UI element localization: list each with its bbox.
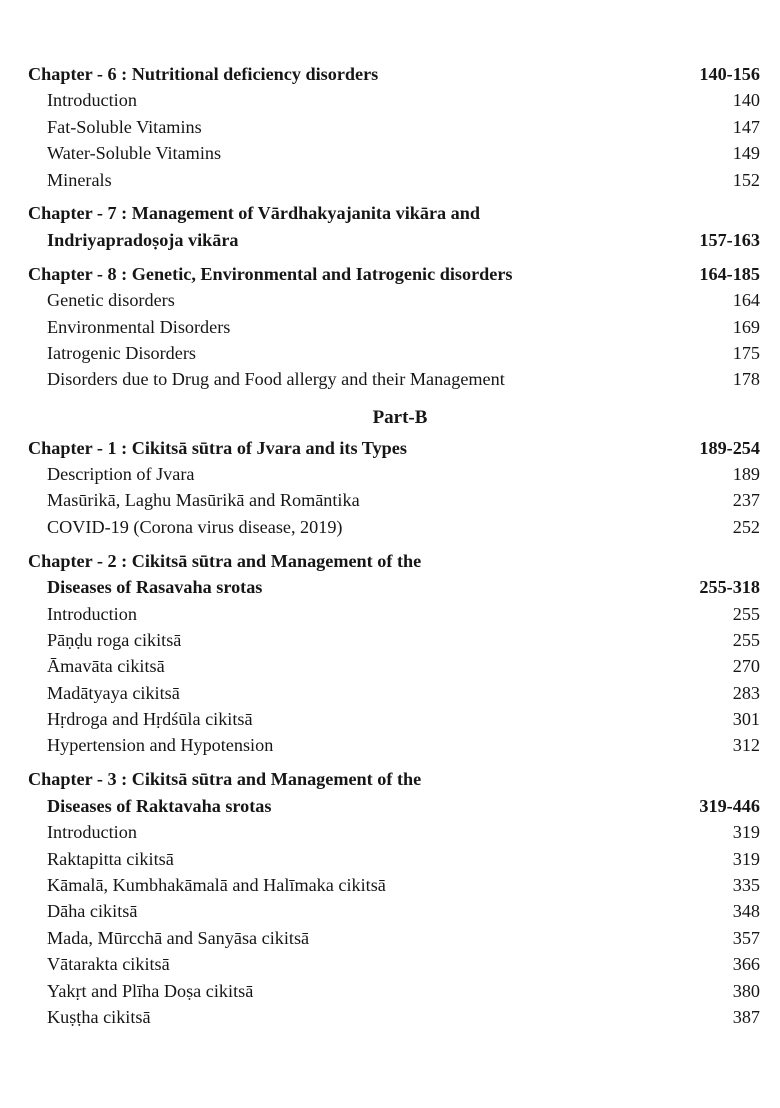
toc-item-page: 175 xyxy=(732,342,760,363)
toc-item[interactable] xyxy=(0,287,780,313)
toc-item[interactable] xyxy=(0,898,780,924)
toc-item-title: Disorders due to Drug and Food allergy and their Management xyxy=(47,369,505,390)
toc-item-title: Hypertension and Hypotension xyxy=(47,735,274,756)
toc-item[interactable] xyxy=(0,167,780,193)
part-heading: Part-B xyxy=(372,406,428,428)
toc-item-title: Genetic disorders xyxy=(47,290,175,311)
chapter-heading-row xyxy=(0,435,780,461)
toc-item-page: 189 xyxy=(732,464,760,485)
toc-item-title: Kuṣṭha cikitsā xyxy=(47,1006,151,1027)
toc-item-title: Introduction xyxy=(47,90,137,111)
table-of-contents xyxy=(0,61,780,1030)
toc-item-page: 283 xyxy=(732,682,760,703)
chapter-heading-row xyxy=(0,261,780,287)
toc-item-page: 237 xyxy=(732,490,760,511)
toc-item-page: 387 xyxy=(732,1006,760,1027)
chapter-title: Indriyapradoṣoja vikāra xyxy=(47,229,239,250)
chapter-page-range: 164-185 xyxy=(699,263,760,284)
toc-item-title: Hṛdroga and Hṛdśūla cikitsā xyxy=(47,709,253,730)
toc-item-page: 152 xyxy=(732,169,760,190)
toc-item-page: 169 xyxy=(732,316,760,337)
toc-item[interactable] xyxy=(0,140,780,166)
chapter-heading-row xyxy=(0,227,780,253)
chapter-heading-row xyxy=(0,61,780,87)
toc-item[interactable] xyxy=(0,627,780,653)
toc-item[interactable] xyxy=(0,732,780,758)
chapter-heading-row xyxy=(0,766,780,792)
chapter-page-range: 319-446 xyxy=(699,795,760,816)
toc-item[interactable] xyxy=(0,653,780,679)
toc-item-page: 357 xyxy=(732,927,760,948)
toc-item-title: Raktapitta cikitsā xyxy=(47,848,174,869)
chapter-title: Chapter - 8 : Genetic, Environmental and Iatrogenic disorders xyxy=(28,263,513,284)
chapter-entry[interactable] xyxy=(0,261,780,393)
toc-item-title: COVID-19 (Corona virus disease, 2019) xyxy=(47,516,343,537)
toc-item-page: 149 xyxy=(732,143,760,164)
chapter-title: Chapter - 7 : Management of Vārdhakyajanita vikāra and xyxy=(28,203,481,224)
toc-item[interactable] xyxy=(0,87,780,113)
toc-item[interactable] xyxy=(0,487,780,513)
chapter-entry[interactable] xyxy=(0,200,780,253)
chapter-page-range: 255-318 xyxy=(699,577,760,598)
toc-item-title: Āmavāta cikitsā xyxy=(47,656,165,677)
chapter-entry[interactable] xyxy=(0,766,780,1030)
chapter-heading-row xyxy=(0,793,780,819)
toc-item-page: 380 xyxy=(732,980,760,1001)
toc-item[interactable] xyxy=(0,366,780,392)
chapter-title: Diseases of Raktavaha srotas xyxy=(47,795,272,816)
toc-item-title: Fat-Soluble Vitamins xyxy=(47,116,202,137)
toc-item-page: 147 xyxy=(732,116,760,137)
toc-item-title: Pāṇḍu roga cikitsā xyxy=(47,629,182,650)
toc-item[interactable] xyxy=(0,114,780,140)
toc-item-title: Water-Soluble Vitamins xyxy=(47,143,222,164)
toc-item[interactable] xyxy=(0,340,780,366)
toc-item-page: 140 xyxy=(732,90,760,111)
toc-item[interactable] xyxy=(0,978,780,1004)
chapter-entry[interactable] xyxy=(0,435,780,541)
chapter-heading-row xyxy=(0,548,780,574)
toc-item[interactable] xyxy=(0,1004,780,1030)
toc-item-page: 270 xyxy=(732,656,760,677)
chapter-heading-row xyxy=(0,574,780,600)
chapter-title: Chapter - 2 : Cikitsā sūtra and Management of the xyxy=(28,550,422,571)
toc-item[interactable] xyxy=(0,925,780,951)
toc-item-title: Vātarakta cikitsā xyxy=(47,954,170,975)
toc-item-page: 255 xyxy=(732,629,760,650)
toc-item[interactable] xyxy=(0,314,780,340)
toc-item[interactable] xyxy=(0,461,780,487)
chapter-title: Chapter - 3 : Cikitsā sūtra and Management of the xyxy=(28,769,422,790)
toc-item[interactable] xyxy=(0,680,780,706)
toc-item-page: 164 xyxy=(732,290,760,311)
toc-item-page: 301 xyxy=(732,709,760,730)
toc-item-page: 312 xyxy=(732,735,760,756)
toc-item[interactable] xyxy=(0,706,780,732)
toc-item-title: Introduction xyxy=(47,822,137,843)
toc-item-title: Madātyaya cikitsā xyxy=(47,682,180,703)
chapter-page-range: 157-163 xyxy=(699,229,760,250)
toc-item[interactable] xyxy=(0,819,780,845)
chapter-entry[interactable] xyxy=(0,61,780,193)
chapter-title: Diseases of Rasavaha srotas xyxy=(47,577,263,598)
toc-item[interactable] xyxy=(0,846,780,872)
toc-item-page: 252 xyxy=(732,516,760,537)
toc-item-page: 255 xyxy=(732,603,760,624)
toc-item-title: Environmental Disorders xyxy=(47,316,231,337)
toc-item-title: Iatrogenic Disorders xyxy=(47,342,196,363)
toc-item-page: 348 xyxy=(732,901,760,922)
toc-item-page: 319 xyxy=(732,848,760,869)
toc-item-page: 335 xyxy=(732,874,760,895)
chapter-title: Chapter - 6 : Nutritional deficiency disorders xyxy=(28,64,379,84)
toc-item-page: 178 xyxy=(732,369,760,390)
chapter-page-range: 189-254 xyxy=(699,437,760,458)
toc-item-page: 366 xyxy=(732,954,760,975)
toc-item-title: Minerals xyxy=(47,169,112,190)
chapter-heading-row xyxy=(0,200,780,226)
toc-item-title: Masūrikā, Laghu Masūrikā and Romāntika xyxy=(47,490,360,511)
toc-item[interactable] xyxy=(0,872,780,898)
toc-item-title: Kāmalā, Kumbhakāmalā and Halīmaka cikitsā xyxy=(47,874,386,895)
toc-item-title: Yakṛt and Plīha Doṣa cikitsā xyxy=(47,980,254,1001)
chapter-title: Chapter - 1 : Cikitsā sūtra of Jvara and its Types xyxy=(28,437,407,458)
toc-item[interactable] xyxy=(0,951,780,977)
toc-item-title: Dāha cikitsā xyxy=(47,901,138,922)
toc-item[interactable] xyxy=(0,514,780,540)
chapter-page-range: 140-156 xyxy=(699,64,760,84)
chapter-entry[interactable] xyxy=(0,548,780,759)
toc-item-title: Introduction xyxy=(47,603,137,624)
toc-item-page: 319 xyxy=(732,822,760,843)
toc-item[interactable] xyxy=(0,601,780,627)
toc-item-title: Description of Jvara xyxy=(47,464,195,485)
toc-item-title: Mada, Mūrcchā and Sanyāsa cikitsā xyxy=(47,927,310,948)
